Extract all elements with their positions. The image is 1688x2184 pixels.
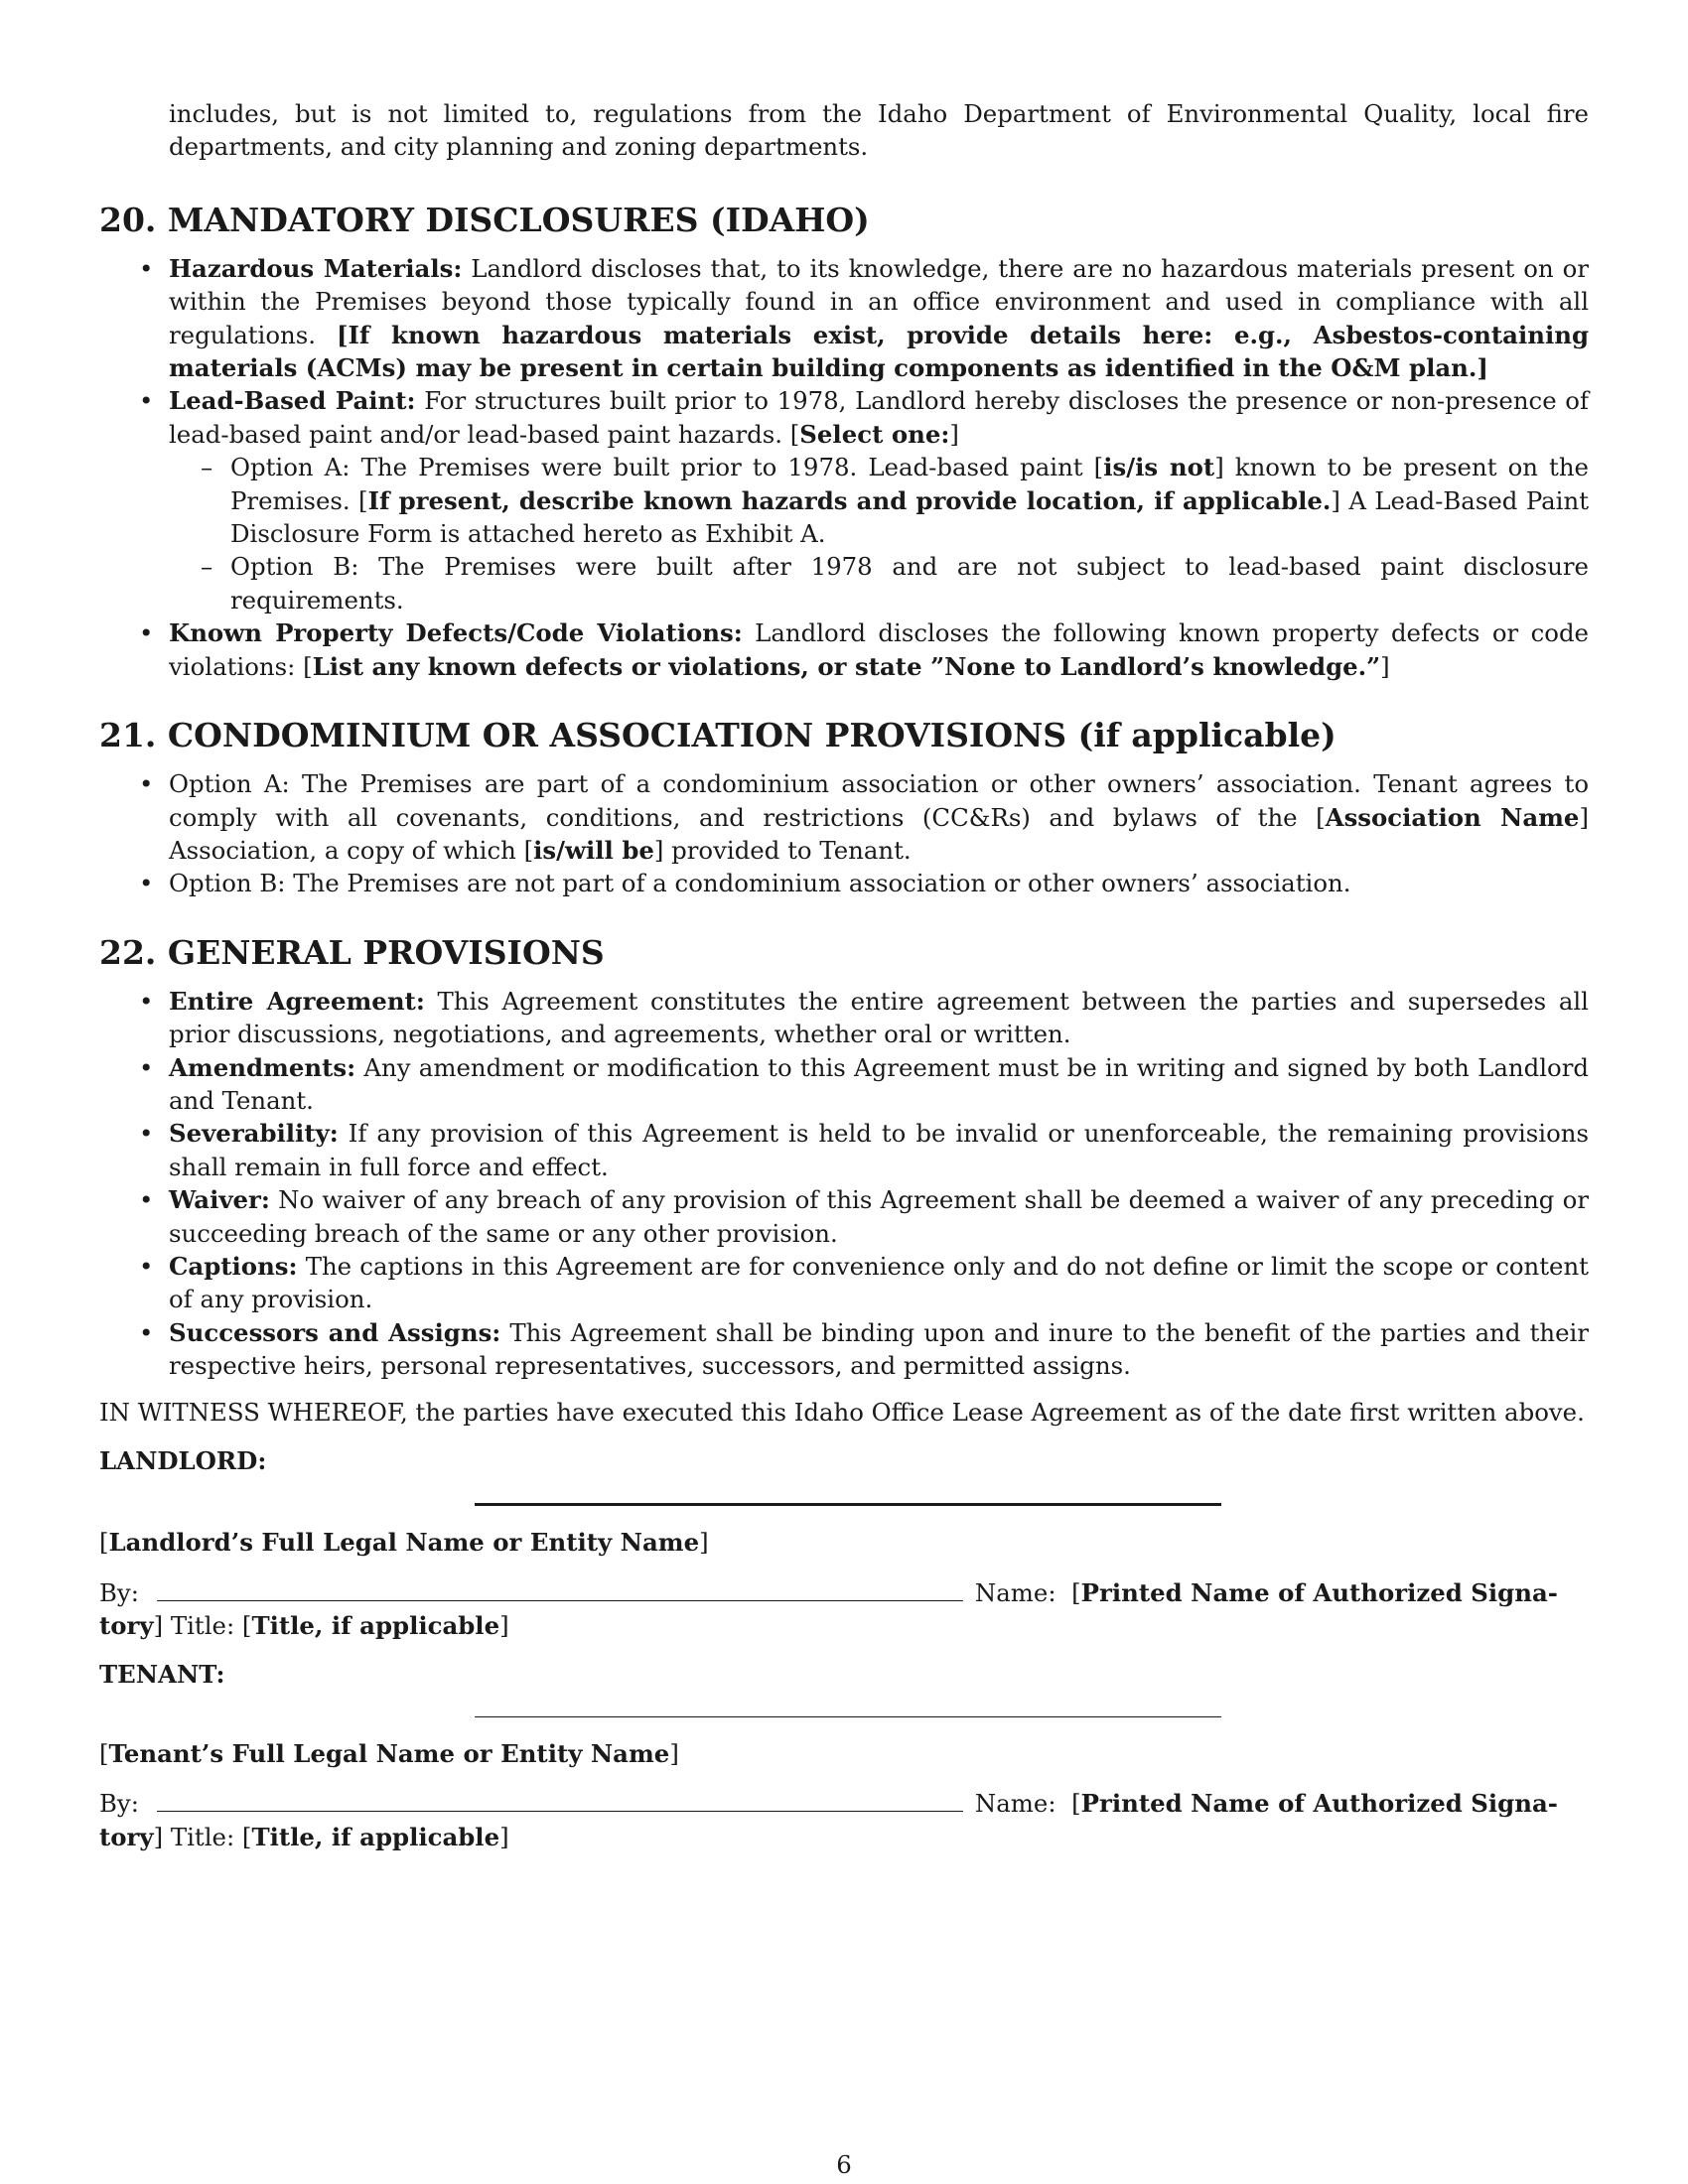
item-text: Landlord discloses that, to its knowledge, there are no hazardous materials present on or within the Premises beyond those typically found in an office environment and used in compliance with all regulations. bbox=[169, 253, 1589, 349]
lead-based-paint-item: • Lead-Based Paint: For structures built prior to 1978, Landlord hereby discloses the presence or non-presence of lead-based paint and/or lead-based paint hazards. [Select one:] – Option A: The Premises were built prior to 1978. Lead-based paint [is/is not] known to be present on the Premises. [If present, describe known hazards and provide location, if applicable.] A Lead-Based Paint Disclosure Form is attached hereto as Exhibit A. – Option B: The Premises were built after 1978 and are not subject to lead-based paint disclosure requirements. bbox=[169, 384, 1589, 616]
placeholder-text: List any known defects or violations, or state ”None to Landlord’s knowledge.” bbox=[312, 651, 1381, 681]
lead-option-b: – Option B: The Premises were built after 1978 and are not subject to lead-based paint disclosure requirements. bbox=[230, 550, 1589, 616]
tenant-name-placeholder: [Tenant’s Full Legal Name or Entity Name] bbox=[99, 1739, 679, 1769]
tenant-signature-line[interactable] bbox=[475, 1716, 1221, 1717]
provision-waiver: • Waiver: No waiver of any breach of any provision of this Agreement shall be deemed a waiver of any preceding or succeeding breach of the same or any other provision. bbox=[169, 1183, 1589, 1250]
page-number: 6 bbox=[836, 2150, 852, 2179]
witness-statement: IN WITNESS WHEREOF, the parties have executed this Idaho Office Lease Agreement as of the date first written above. bbox=[99, 1397, 1585, 1427]
document-page bbox=[99, 97, 1589, 1853]
section-20-heading: 20. MANDATORY DISCLOSURES (IDAHO) bbox=[99, 200, 870, 239]
provision-severability: • Severability: If any provision of this Agreement is held to be invalid or unenforceable, the remaining provisions shall remain in full force and effect. bbox=[169, 1117, 1589, 1183]
landlord-signature-line[interactable] bbox=[475, 1503, 1221, 1506]
property-defects-item: • Known Property Defects/Code Violations: Landlord discloses the following known property defects or code violations: [List any known defects or violations, or state ”None to Landlord’s knowledge.”] bbox=[169, 616, 1589, 683]
item-label: Lead-Based Paint: bbox=[169, 386, 416, 416]
landlord-heading: LANDLORD: bbox=[99, 1446, 267, 1475]
hazardous-materials-item bbox=[169, 252, 1589, 385]
lead-options-list bbox=[169, 451, 1589, 616]
section-21-list bbox=[99, 767, 1589, 900]
intro-continuation: includes, but is not limited to, regulations from the Idaho Department of Environmental Quality, local fire departments, and city planning and zoning departments. bbox=[169, 99, 1589, 162]
section-20-list bbox=[99, 252, 1589, 683]
tenant-by-field[interactable] bbox=[157, 1789, 963, 1812]
provision-successors: • Successors and Assigns: This Agreement shall be binding upon and inure to the benefit of the parties and their respective heirs, personal representatives, successors, and permitted assigns. bbox=[169, 1316, 1589, 1383]
item-label: Hazardous Materials: bbox=[169, 253, 463, 283]
item-text: For structures built prior to 1978, Landlord hereby discloses the presence or non-presence of lead-based paint and/or lead-based paint hazards. bbox=[169, 386, 1590, 449]
landlord-by-line: By: Name: [Printed Name of Authorized Signa- tory] Title: [Title, if applicable] bbox=[99, 1577, 1558, 1641]
provision-amendments: • Amendments: Any amendment or modification to this Agreement must be in writing and signed by both Landlord and Tenant. bbox=[169, 1051, 1589, 1118]
tenant-by-line: By: Name: [Printed Name of Authorized Signa- tory] Title: [Title, if applicable] bbox=[99, 1789, 1558, 1851]
association-option-b: • Option B: The Premises are not part of a condominium association or other owners’ association. bbox=[169, 867, 1589, 899]
landlord-by-field[interactable] bbox=[157, 1578, 963, 1601]
provision-captions: • Captions: The captions in this Agreement are for convenience only and do not define or limit the scope or content of any provision. bbox=[169, 1250, 1589, 1316]
placeholder-text: [If known hazardous materials exist, provide details here: e.g., Asbestos-containing materials (ACMs) may be present in certain building components as identified in the O&M plan.] bbox=[169, 320, 1589, 383]
tenant-heading: TENANT: bbox=[99, 1659, 225, 1689]
association-option-a: • Option A: The Premises are part of a condominium association or other owners’ association. Tenant agrees to comply with all covenants, conditions, and restrictions (CC&Rs) and bylaws of the [Association Name] Association, a copy of which [is/will be] provided to Tenant. bbox=[169, 767, 1589, 867]
section-21-heading: 21. CONDOMINIUM OR ASSOCIATION PROVISIONS (if applicable) bbox=[99, 716, 1336, 755]
provision-entire-agreement: • Entire Agreement: This Agreement constitutes the entire agreement between the parties and supersedes all prior discussions, negotiations, and agreements, whether oral or written. bbox=[169, 985, 1589, 1051]
lead-option-a: – Option A: The Premises were built prior to 1978. Lead-based paint [is/is not] known to be present on the Premises. [If present, describe known hazards and provide location, if applicable.] A Lead-Based Paint Disclosure Form is attached hereto as Exhibit A. bbox=[230, 451, 1589, 550]
section-22-list bbox=[99, 985, 1589, 1383]
landlord-name-placeholder: [Landlord’s Full Legal Name or Entity Name] bbox=[99, 1528, 709, 1558]
item-label: Known Property Defects/Code Violations: bbox=[169, 618, 743, 648]
section-22-heading: 22. GENERAL PROVISIONS bbox=[99, 932, 605, 972]
placeholder-text: Select one: bbox=[799, 419, 950, 449]
